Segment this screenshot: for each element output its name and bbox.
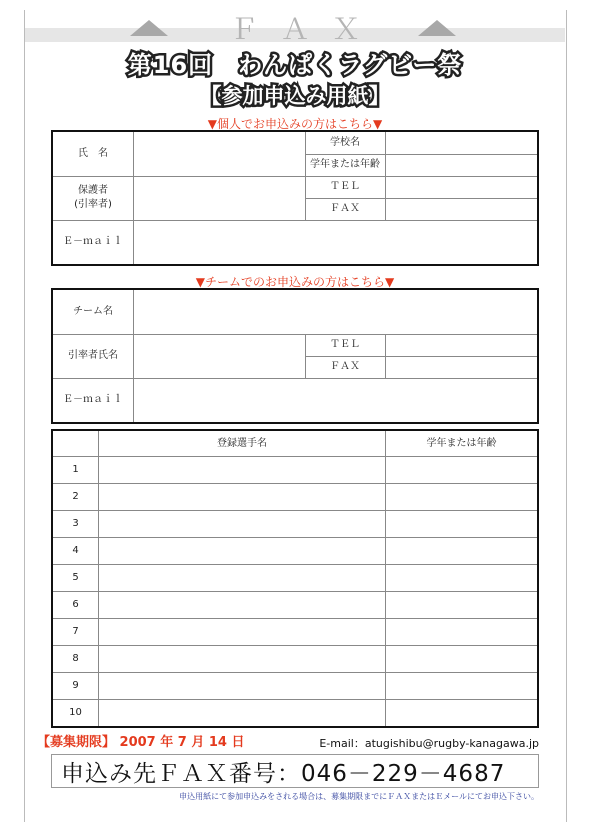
players-col-name: 登録選手名	[217, 437, 267, 449]
player-name-field[interactable]	[99, 619, 385, 645]
player-grade-field[interactable]	[386, 484, 537, 510]
fax-number-banner: 申込み先ＦＡＸ番号：046－229－4687	[51, 754, 539, 788]
player-grade-field[interactable]	[386, 538, 537, 564]
guardian-label-line2: (引率者)	[74, 199, 112, 210]
player-row-number: 5	[72, 572, 79, 583]
player-grade-field[interactable]	[386, 700, 537, 726]
players-table	[51, 429, 539, 728]
email-label: Ｅ－ｍａｉｌ	[63, 236, 123, 247]
school-field[interactable]	[386, 132, 537, 154]
player-grade-field[interactable]	[386, 592, 537, 618]
team-section-heading: ▼チームでのお申込みの方はこちら▼	[195, 275, 395, 289]
team-email-field[interactable]	[134, 378, 537, 422]
page-subtitle: 【参加申込み用紙】	[200, 84, 390, 108]
name-field[interactable]	[134, 132, 305, 176]
player-grade-field[interactable]	[386, 646, 537, 672]
fax-header-word: ＦＡＸ	[229, 14, 383, 46]
player-row-number: 9	[72, 680, 79, 691]
individual-form-box	[51, 130, 539, 266]
player-row-number: 8	[72, 653, 79, 664]
team-tel-field[interactable]	[386, 334, 537, 356]
contact-email: E-mail：atugishibu@rugby-kanagawa.jp	[319, 737, 539, 750]
player-name-field[interactable]	[99, 646, 385, 672]
triangle-left-icon	[130, 20, 168, 36]
player-name-field[interactable]	[99, 457, 385, 483]
grade-field[interactable]	[386, 154, 537, 176]
triangle-right-icon	[418, 20, 456, 36]
player-grade-field[interactable]	[386, 673, 537, 699]
team-form-box	[51, 288, 539, 424]
team-name-label: チーム名	[73, 306, 113, 317]
player-row-number: 10	[69, 707, 82, 718]
player-name-field[interactable]	[99, 592, 385, 618]
player-row-number: 7	[72, 626, 79, 637]
deadline-text: 【募集期限】 2007 年 7 月 14 日	[37, 735, 245, 750]
player-row-number: 4	[72, 545, 79, 556]
players-col-grade: 学年または年齢	[426, 437, 497, 449]
fax-label: ＦＡＸ	[330, 203, 360, 214]
individual-section-heading: ▼個人でお申込みの方はこちら▼	[207, 117, 383, 131]
team-email-label: Ｅ－ｍａｉｌ	[63, 394, 123, 405]
email-field[interactable]	[134, 220, 537, 264]
grade-label: 学年または年齢	[310, 159, 380, 170]
player-name-field[interactable]	[99, 700, 385, 726]
guardian-label-line1: 保護者	[78, 185, 108, 196]
tel-field[interactable]	[386, 176, 537, 198]
team-name-field[interactable]	[134, 290, 537, 334]
player-row-number: 1	[72, 464, 79, 475]
player-grade-field[interactable]	[386, 457, 537, 483]
name-label: 氏 名	[78, 148, 108, 159]
player-row-number: 3	[72, 518, 79, 529]
footer-note: 申込用紙にて参加申込みをされる場合は、募集期限までにＦＡＸまたはＥメールにてお申込下さい。	[179, 792, 539, 801]
team-tel-label: ＴＥＬ	[330, 339, 360, 350]
team-fax-label: ＦＡＸ	[330, 361, 360, 372]
guardian-field[interactable]	[134, 176, 305, 220]
tel-label: ＴＥＬ	[330, 181, 360, 192]
guardian-label	[53, 176, 133, 220]
player-grade-field[interactable]	[386, 565, 537, 591]
player-grade-field[interactable]	[386, 511, 537, 537]
team-fax-field[interactable]	[386, 356, 537, 378]
school-label: 学校名	[330, 137, 360, 148]
player-row-number: 2	[72, 491, 79, 502]
leader-field[interactable]	[134, 334, 305, 378]
player-name-field[interactable]	[99, 484, 385, 510]
player-name-field[interactable]	[99, 511, 385, 537]
fax-field[interactable]	[386, 198, 537, 220]
player-name-field[interactable]	[99, 565, 385, 591]
page-title: 第16回 わんぱくラグビー祭	[127, 51, 463, 79]
player-name-field[interactable]	[99, 538, 385, 564]
player-grade-field[interactable]	[386, 619, 537, 645]
leader-label: 引率者氏名	[68, 350, 118, 361]
player-row-number: 6	[72, 599, 79, 610]
player-name-field[interactable]	[99, 673, 385, 699]
